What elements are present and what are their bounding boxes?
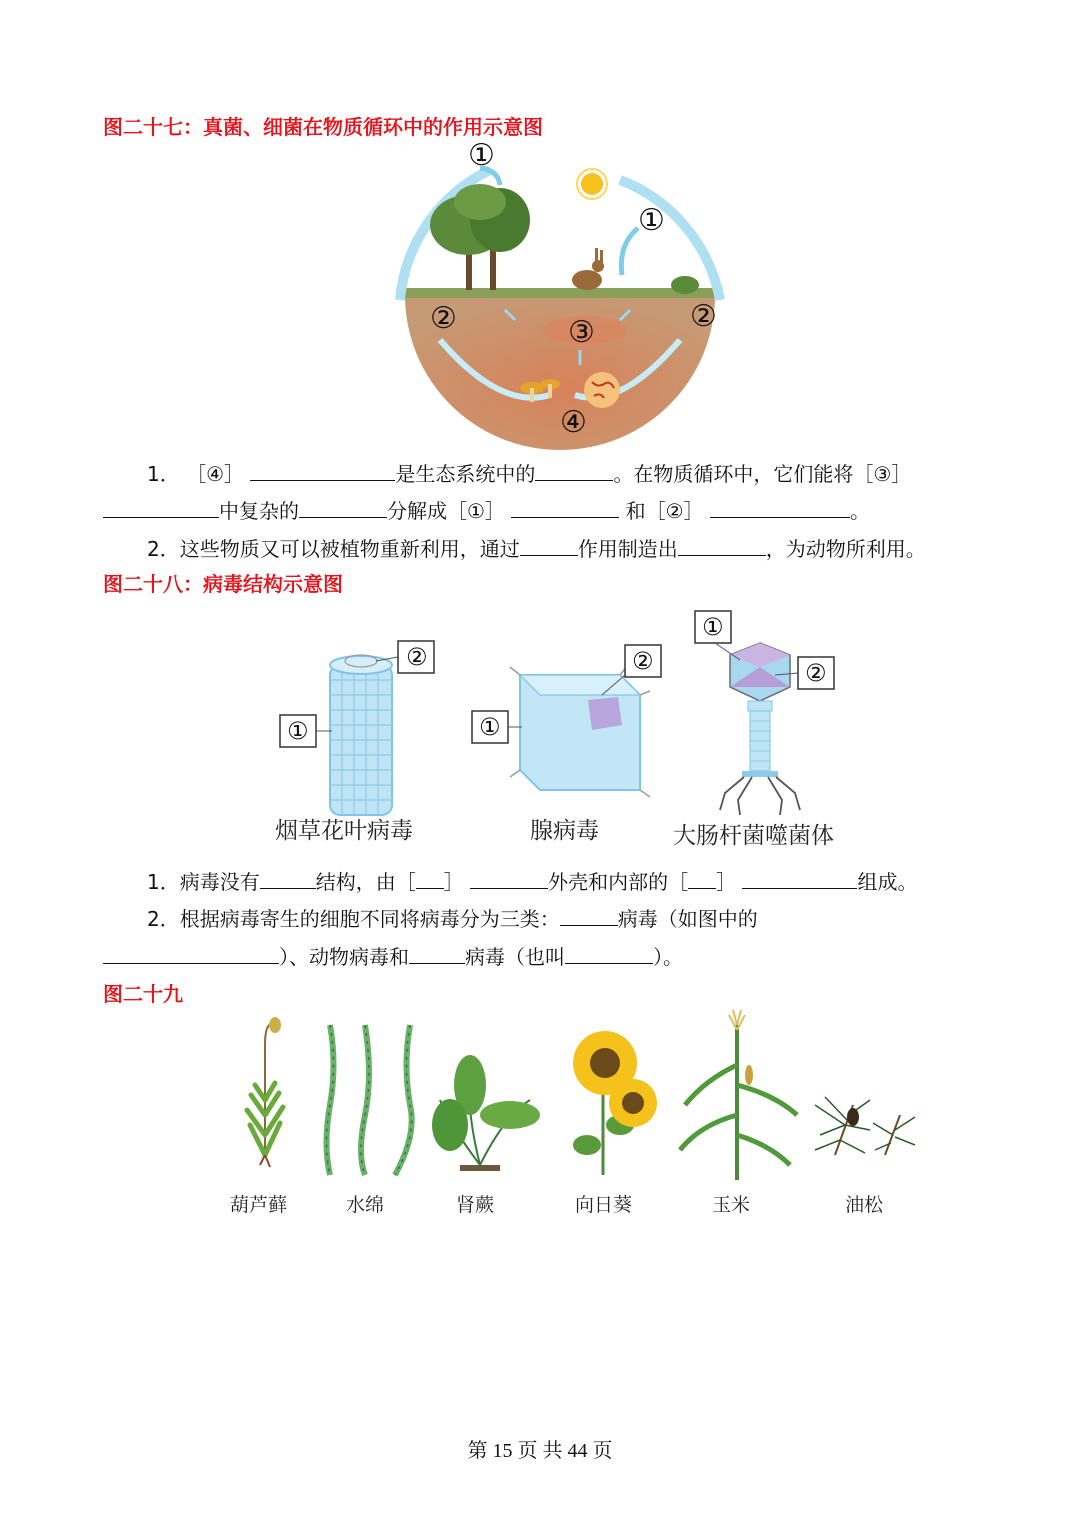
question-text: ］	[443, 870, 464, 894]
question-number: 2．	[147, 537, 180, 561]
question-text: 分解成［①］	[387, 499, 505, 523]
section-heading-29: 图二十九	[103, 982, 183, 1006]
spirogyra-icon	[327, 1025, 412, 1175]
question-text: 病毒（也叫	[465, 945, 565, 969]
answer-blank[interactable]	[520, 535, 578, 556]
adenovirus-icon	[510, 665, 650, 797]
marker-3: ③	[568, 315, 595, 350]
arrow-to-rabbit	[621, 228, 638, 275]
plant-caption: 玉米	[712, 1194, 751, 1216]
answer-blank[interactable]	[688, 868, 716, 889]
sunflower-icon	[573, 1031, 657, 1175]
moss-icon	[247, 1017, 283, 1167]
question-28-2a	[147, 903, 758, 932]
sun-icon	[577, 169, 607, 199]
label-2-adeno: ②	[632, 647, 654, 675]
plant-caption: 葫芦藓	[230, 1194, 288, 1216]
bush-icon	[671, 276, 699, 294]
virus-structure-diagram	[270, 605, 870, 820]
label-1-tobacco: ①	[287, 717, 309, 745]
answer-blank[interactable]	[470, 868, 548, 889]
question-27-1a	[147, 458, 911, 487]
section-heading-28: 图二十八：病毒结构示意图	[103, 572, 343, 596]
question-text: ）、动物病毒和	[279, 945, 409, 969]
question-27-1b	[103, 495, 870, 524]
caption-adenovirus: 腺病毒	[530, 818, 599, 844]
label-2-tobacco: ②	[406, 643, 428, 671]
question-text: 结构，由［	[315, 870, 416, 894]
fern-icon	[432, 1055, 540, 1171]
answer-blank[interactable]	[416, 868, 444, 889]
plant-caption: 水绵	[346, 1194, 385, 1216]
question-text: ，为动物所利用。	[765, 537, 926, 561]
answer-blank[interactable]	[560, 905, 618, 926]
answer-blank[interactable]	[511, 497, 619, 518]
marker-2-left: ②	[430, 301, 457, 336]
answer-blank[interactable]	[678, 535, 766, 556]
plant-caption: 肾蕨	[456, 1194, 495, 1216]
question-text: 。	[849, 499, 870, 523]
answer-blank[interactable]	[103, 943, 279, 964]
question-28-2b	[103, 941, 683, 970]
plants-diagram	[225, 1005, 925, 1185]
answer-blank[interactable]	[535, 460, 613, 481]
question-number: 2．	[147, 907, 180, 931]
question-text: 病毒（如图中的	[617, 907, 758, 931]
question-text: 。在物质循环中，它们能将［③］	[613, 462, 912, 486]
answer-blank[interactable]	[742, 868, 857, 889]
question-text: 和［②］	[625, 499, 704, 523]
page-footer: 第 15 页 共 44 页	[467, 1440, 613, 1462]
section-heading-27: 图二十七：真菌、细菌在物质循环中的作用示意图	[103, 115, 543, 139]
rabbit-icon	[572, 248, 604, 290]
question-number: 1．	[147, 462, 180, 486]
question-text: 是生态系统中的	[395, 462, 536, 486]
label-2-phage: ②	[805, 659, 827, 687]
marker-1-top: ①	[468, 140, 495, 173]
question-text: 这些物质又可以被植物重新利用，通过	[179, 537, 520, 561]
bacteriophage-icon	[720, 643, 800, 815]
question-28-1	[147, 866, 917, 895]
answer-blank[interactable]	[260, 868, 316, 889]
answer-blank[interactable]	[409, 943, 465, 964]
answer-blank[interactable]	[299, 497, 387, 518]
label-1-phage: ①	[702, 613, 724, 641]
answer-blank[interactable]	[103, 497, 219, 518]
tobacco-mosaic-virus-icon	[330, 655, 392, 815]
answer-blank[interactable]	[250, 460, 395, 481]
corn-icon	[680, 1010, 797, 1180]
answer-blank[interactable]	[710, 497, 850, 518]
question-27-2	[147, 533, 926, 562]
question-text: 外壳和内部的［	[548, 870, 689, 894]
ref-marker: ［④］	[186, 462, 245, 486]
question-text: ］	[716, 870, 737, 894]
bacteria-icon	[584, 372, 620, 408]
question-text: 根据病毒寄生的细胞不同将病毒分为三类：	[179, 907, 560, 931]
matter-cycle-diagram	[380, 140, 740, 450]
caption-tobacco-virus: 烟草花叶病毒	[275, 818, 413, 844]
cycle-arc-right	[620, 180, 720, 300]
question-number: 1．	[147, 870, 180, 894]
question-text: ）。	[653, 945, 683, 969]
question-text: 病毒没有	[179, 870, 260, 894]
label-1-adeno: ①	[479, 713, 501, 741]
pine-icon	[815, 1097, 915, 1155]
question-text: 作用制造出	[577, 537, 678, 561]
marker-1-right: ①	[638, 203, 665, 238]
answer-blank[interactable]	[565, 943, 653, 964]
marker-4: ④	[560, 405, 587, 440]
caption-bacteriophage: 大肠杆菌噬菌体	[673, 823, 834, 849]
question-text: 中复杂的	[219, 499, 299, 523]
plant-caption: 油松	[845, 1194, 884, 1216]
ground-strip	[405, 288, 715, 298]
marker-2-right: ②	[690, 299, 717, 334]
plant-caption: 向日葵	[575, 1194, 633, 1216]
question-text: 组成。	[857, 870, 918, 894]
